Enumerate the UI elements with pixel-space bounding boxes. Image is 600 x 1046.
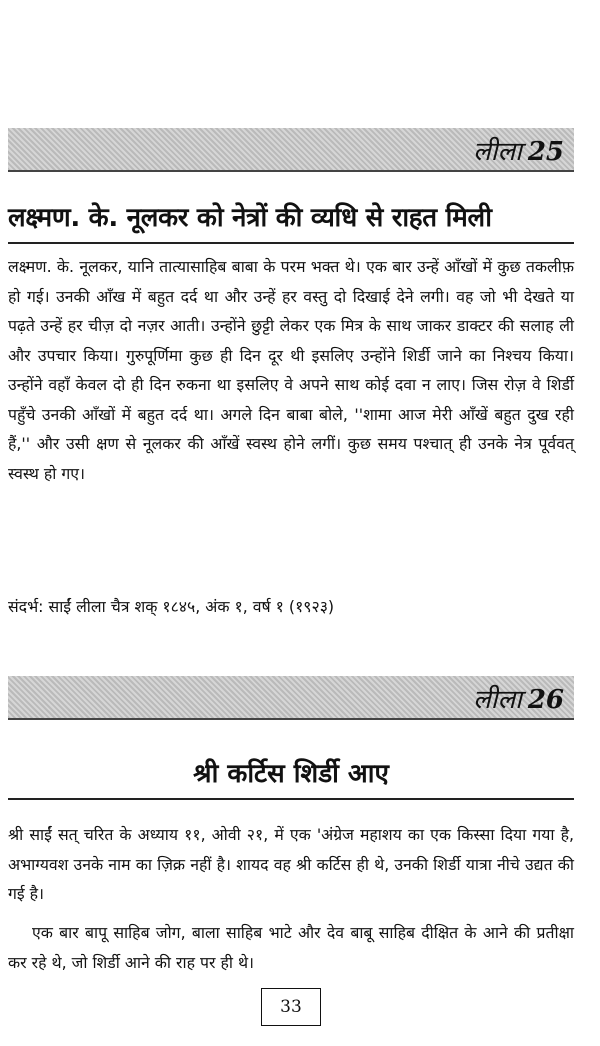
- leela-26-paragraph-1: श्री साईं सत् चरित के अध्याय ११, ओवी २१, में एक 'अंग्रेज महाशय का एक किस्सा दिया गया है, अभाग्यवश उनके नाम का ज़िक्र नहीं है। शायद वह श्री कर्टिस ही थे, उनकी शिर्डी यात्रा नीचे उद्यत की गई है।: [8, 825, 574, 903]
- leela-25-label: [473, 132, 564, 168]
- leela-26-label: [473, 680, 564, 716]
- leela-25-reference: संदर्भ: साईं लीला चैत्र शक् १८४५, अंक १, वर्ष १ (१९२३): [8, 597, 335, 616]
- leela-25-title: लक्ष्मण. के. नूलकर को नेत्रों की व्यधि से राहत मिली: [8, 200, 574, 244]
- page-number: 33: [261, 988, 321, 1026]
- leela-number: 26: [527, 685, 564, 715]
- leela-word: लीला: [473, 137, 522, 167]
- leela-word: लीला: [473, 685, 522, 715]
- leela-number: 25: [527, 137, 564, 167]
- leela-26-banner: [8, 676, 574, 720]
- leela-25-paragraph: लक्ष्मण. के. नूलकर, यानि तात्यासाहिब बाबा के परम भक्त थे। एक बार उन्हें आँखों में कुछ तकलीफ़ हो गई। उनकी आँख में बहुत दर्द था और उन्हें हर वस्तु दो दिखाई देने लगी। वह जो भी देखते या पढ़ते उन्हें हर चीज़ दो नज़र आती। उन्होंने छुट्टी लेकर एक मित्र के साथ जाकर डाक्टर की सलाह ली और उपचार किया। गुरुपूर्णिमा कुछ ही दिन दूर थी इसलिए उन्होंने शिर्डी जाने का निश्चय किया। उन्होंने वहाँ केवल दो ही दिन रुकना था इसलिए वे अपने साथ कोई दवा न लाए। जिस रोज़ वे शिर्डी पहुँचे उनकी आँखों में बहुत दर्द था। अगले दिन बाबा बोले, ''शामा आज मेरी आँखें बहुत दुख रही हैं,'' और उसी क्षण से नूलकर की आँखें स्वस्थ होने लगीं। कुछ समय पश्चात् ही उनके नेत्र पूर्ववत् स्वस्थ हो गए।: [8, 257, 574, 483]
- leela-25-banner: [8, 128, 574, 172]
- leela-26-title: श्री कर्टिस शिर्डी आए: [8, 756, 574, 800]
- leela-26-paragraph-2: एक बार बापू साहिब जोग, बाला साहिब भाटे और देव बाबू साहिब दीक्षित के आने की प्रतीक्षा कर रहे थे, जो शिर्डी आने की राह पर ही थे।: [8, 923, 574, 972]
